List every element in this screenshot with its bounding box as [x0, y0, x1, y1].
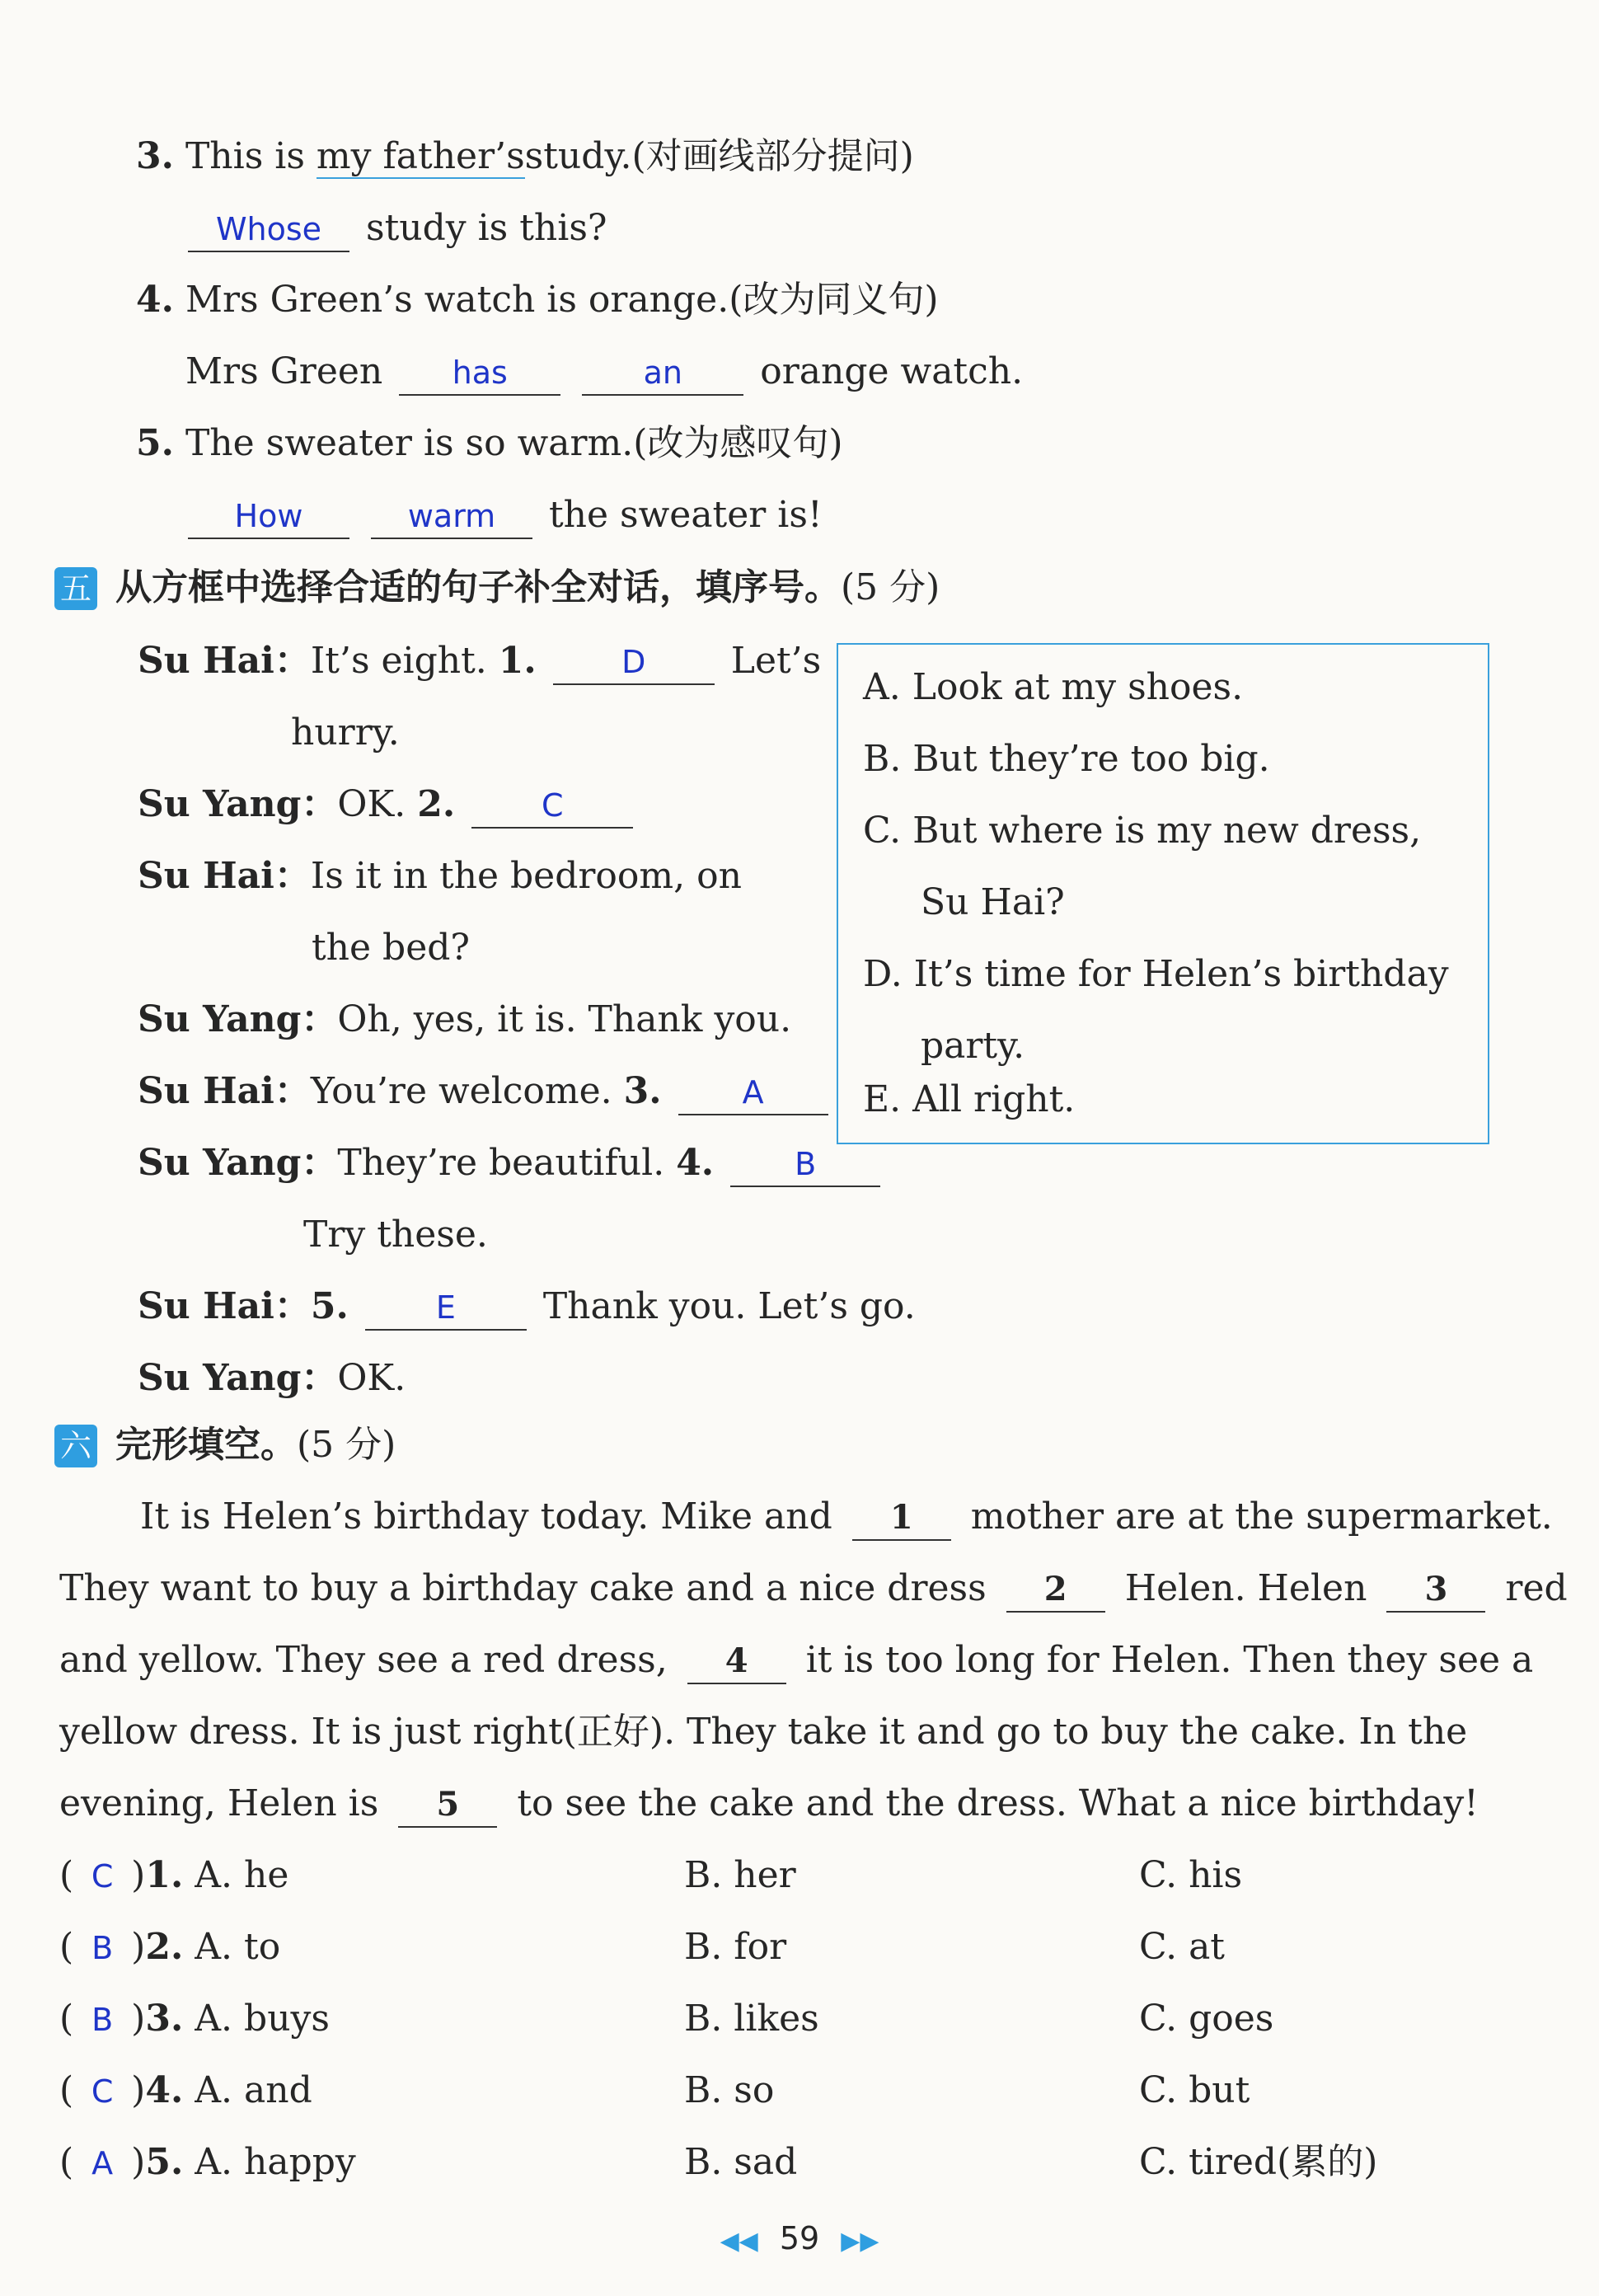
- q4-number: 4.: [136, 279, 174, 321]
- choice-row-2: ( B )2. A. to: [59, 1923, 280, 1973]
- dialogue-text: You’re welcome.: [310, 1070, 612, 1112]
- q3-answer-blank[interactable]: Whose: [188, 208, 349, 252]
- option-b: B. But they’re too big.: [863, 738, 1270, 780]
- choice-number: 1.: [145, 1854, 184, 1896]
- section5-score: (5 分): [841, 566, 940, 608]
- choice-number: 5.: [145, 2141, 184, 2183]
- dialogue-text: Let’s: [730, 640, 822, 682]
- passage-text: to see the cake and the dress. What a nice birthday!: [517, 1782, 1479, 1824]
- q4-answer-blank-1[interactable]: has: [399, 351, 560, 396]
- passage-text: Helen. Helen: [1124, 1567, 1367, 1609]
- passage-text: red: [1505, 1567, 1568, 1609]
- option-a: A. he: [195, 1854, 289, 1896]
- q3-text-after: study.(对画线部分提问): [524, 135, 914, 177]
- dialogue-answer-2[interactable]: C: [471, 784, 633, 829]
- option-c: C. But where is my new dress,: [863, 810, 1422, 852]
- speaker-su-yang: Su Yang：: [138, 1142, 338, 1184]
- speaker-su-hai: Su Hai：: [138, 640, 311, 682]
- section5-title-text: 从方框中选择合适的句子补全对话，填序号。: [115, 566, 841, 608]
- passage-line-3: [59, 1636, 1533, 1685]
- option-c: C. goes: [1139, 1998, 1274, 2040]
- choice-number: 4.: [145, 2069, 184, 2111]
- q3-text-before: This is: [185, 135, 305, 177]
- speaker-su-hai: Su Hai：: [138, 1285, 311, 1327]
- option-c-continued: Su Hai?: [921, 881, 1065, 923]
- section5-title: [115, 563, 940, 613]
- q4-prefix: Mrs Green: [185, 350, 383, 392]
- q3-rest: study is this?: [366, 207, 607, 249]
- passage-text: it is too long for Helen. Then they see a: [805, 1639, 1534, 1681]
- options-box: [837, 643, 1489, 1144]
- q5-answer-line: [183, 491, 823, 540]
- choice-answer[interactable]: C: [91, 2073, 114, 2110]
- cloze-blank-4[interactable]: 4: [687, 1640, 786, 1684]
- q3-number: 3.: [136, 135, 174, 177]
- dialogue-text: OK.: [337, 783, 406, 825]
- q5-line: [136, 419, 843, 468]
- dialogue-continuation: hurry.: [291, 711, 400, 754]
- q5-number: 5.: [136, 422, 174, 464]
- section6-score: (5 分): [297, 1424, 396, 1466]
- choice-answer[interactable]: A: [91, 2145, 114, 2181]
- option-b: B. her: [684, 1854, 796, 1896]
- option-a: A. and: [195, 2069, 312, 2111]
- dialogue-text: OK.: [337, 1357, 406, 1399]
- blank-number: 5.: [310, 1285, 349, 1327]
- speaker-su-hai: Su Hai：: [138, 855, 311, 897]
- q4-answer-line: [185, 347, 1023, 397]
- dialogue-text: It’s eight.: [310, 640, 487, 682]
- blank-number: 2.: [417, 783, 456, 825]
- option-e: E. All right.: [863, 1078, 1076, 1120]
- option-b: B. for: [684, 1926, 787, 1968]
- prev-page-icon[interactable]: ◀◀: [720, 2227, 758, 2256]
- q4-line: [136, 275, 939, 325]
- cloze-blank-5[interactable]: 5: [398, 1783, 497, 1828]
- option-a: A. to: [195, 1926, 281, 1968]
- dialogue-answer-4[interactable]: B: [730, 1143, 880, 1187]
- section6-icon: 六: [54, 1425, 97, 1467]
- blank-number: 4.: [676, 1142, 715, 1184]
- dialogue-line-5: [138, 1067, 833, 1116]
- page-footer: [0, 2214, 1599, 2266]
- dialogue-line-8: [138, 1354, 406, 1403]
- dialogue-text: Thank you. Let’s go.: [542, 1285, 916, 1327]
- option-b: B. likes: [684, 1998, 819, 2040]
- passage-text: It is Helen’s birthday today. Mike and: [140, 1495, 832, 1538]
- passage-line-5: [59, 1779, 1479, 1829]
- blank-number: 1.: [498, 640, 537, 682]
- dialogue-line-6: [138, 1139, 885, 1188]
- passage-text: and yellow. They see a red dress,: [59, 1639, 668, 1681]
- choice-answer[interactable]: B: [91, 1930, 114, 1966]
- dialogue-continuation: the bed?: [312, 927, 471, 969]
- option-b: B. sad: [684, 2141, 798, 2183]
- option-c: C. but: [1139, 2069, 1250, 2111]
- dialogue-answer-1[interactable]: D: [553, 641, 715, 685]
- cloze-blank-1[interactable]: 1: [852, 1496, 951, 1541]
- q4-answer-blank-2[interactable]: an: [582, 351, 743, 396]
- dialogue-line-2: [138, 780, 638, 829]
- section6-title-text: 完形填空。: [115, 1424, 297, 1466]
- passage-line-4: yellow dress. It is just right(正好). They take it and go to buy the cake. In the: [59, 1711, 1468, 1753]
- speaker-su-yang: Su Yang：: [138, 783, 338, 825]
- next-page-icon[interactable]: ▶▶: [841, 2227, 879, 2256]
- section5-icon: 五: [54, 567, 97, 610]
- option-c: C. tired(累的): [1139, 2141, 1378, 2183]
- q4-suffix: orange watch.: [760, 350, 1024, 392]
- q3-line: [136, 132, 914, 181]
- choice-row-1: ( C )1. A. he: [59, 1851, 288, 1901]
- section6-title: [115, 1420, 396, 1470]
- passage-text: evening, Helen is: [59, 1782, 379, 1824]
- choice-answer[interactable]: B: [91, 2002, 114, 2038]
- cloze-blank-2[interactable]: 2: [1006, 1568, 1105, 1613]
- cloze-blank-3[interactable]: 3: [1386, 1568, 1485, 1613]
- speaker-su-yang: Su Yang：: [138, 1357, 338, 1399]
- dialogue-line-7: [138, 1282, 916, 1331]
- option-d: D. It’s time for Helen’s birthday: [863, 953, 1449, 995]
- passage-text: They want to buy a birthday cake and a nice dress: [59, 1567, 987, 1609]
- page-number: 59: [779, 2220, 820, 2256]
- blank-number: 3.: [623, 1070, 662, 1112]
- choice-number: 2.: [145, 1926, 184, 1968]
- option-a: A. happy: [195, 2141, 356, 2183]
- q4-text: Mrs Green’s watch is orange.(改为同义句): [185, 279, 939, 321]
- dialogue-text: They’re beautiful.: [337, 1142, 665, 1184]
- dialogue-text: Is it in the bedroom, on: [310, 855, 742, 897]
- passage-line-1: [140, 1492, 1553, 1542]
- choice-row-3: ( B )3. A. buys: [59, 1994, 330, 2045]
- q5-text: The sweater is so warm.(改为感叹句): [185, 422, 843, 464]
- speaker-su-hai: Su Hai：: [138, 1070, 311, 1112]
- option-a: A. Look at my shoes.: [863, 666, 1244, 708]
- choice-row-4: ( C )4. A. and: [59, 2066, 312, 2116]
- q3-answer-line: [183, 204, 607, 253]
- dialogue-answer-3[interactable]: A: [678, 1071, 828, 1115]
- dialogue-line-3: [138, 852, 742, 901]
- passage-text: mother are at the supermarket.: [970, 1495, 1553, 1538]
- dialogue-answer-5[interactable]: E: [365, 1286, 527, 1331]
- option-d-continued: party.: [921, 1025, 1025, 1067]
- passage-line-2: [59, 1564, 1568, 1613]
- q5-answer-blank-1[interactable]: How: [188, 495, 349, 539]
- option-a: A. buys: [195, 1998, 330, 2040]
- option-c: C. his: [1139, 1854, 1243, 1896]
- q5-suffix: the sweater is!: [549, 494, 823, 536]
- dialogue-line-1: [138, 636, 821, 686]
- option-b: B. so: [684, 2069, 775, 2111]
- speaker-su-yang: Su Yang：: [138, 998, 338, 1040]
- option-c: C. at: [1139, 1926, 1225, 1968]
- dialogue-line-4: [138, 995, 791, 1045]
- choice-row-5: ( A )5. A. happy: [59, 2138, 356, 2188]
- q3-underlined: my father’s: [316, 135, 525, 177]
- choice-number: 3.: [145, 1998, 184, 2040]
- q5-answer-blank-2[interactable]: warm: [371, 495, 532, 539]
- choice-answer[interactable]: C: [91, 1858, 114, 1895]
- dialogue-text: Oh, yes, it is. Thank you.: [337, 998, 792, 1040]
- dialogue-continuation: Try these.: [303, 1214, 488, 1256]
